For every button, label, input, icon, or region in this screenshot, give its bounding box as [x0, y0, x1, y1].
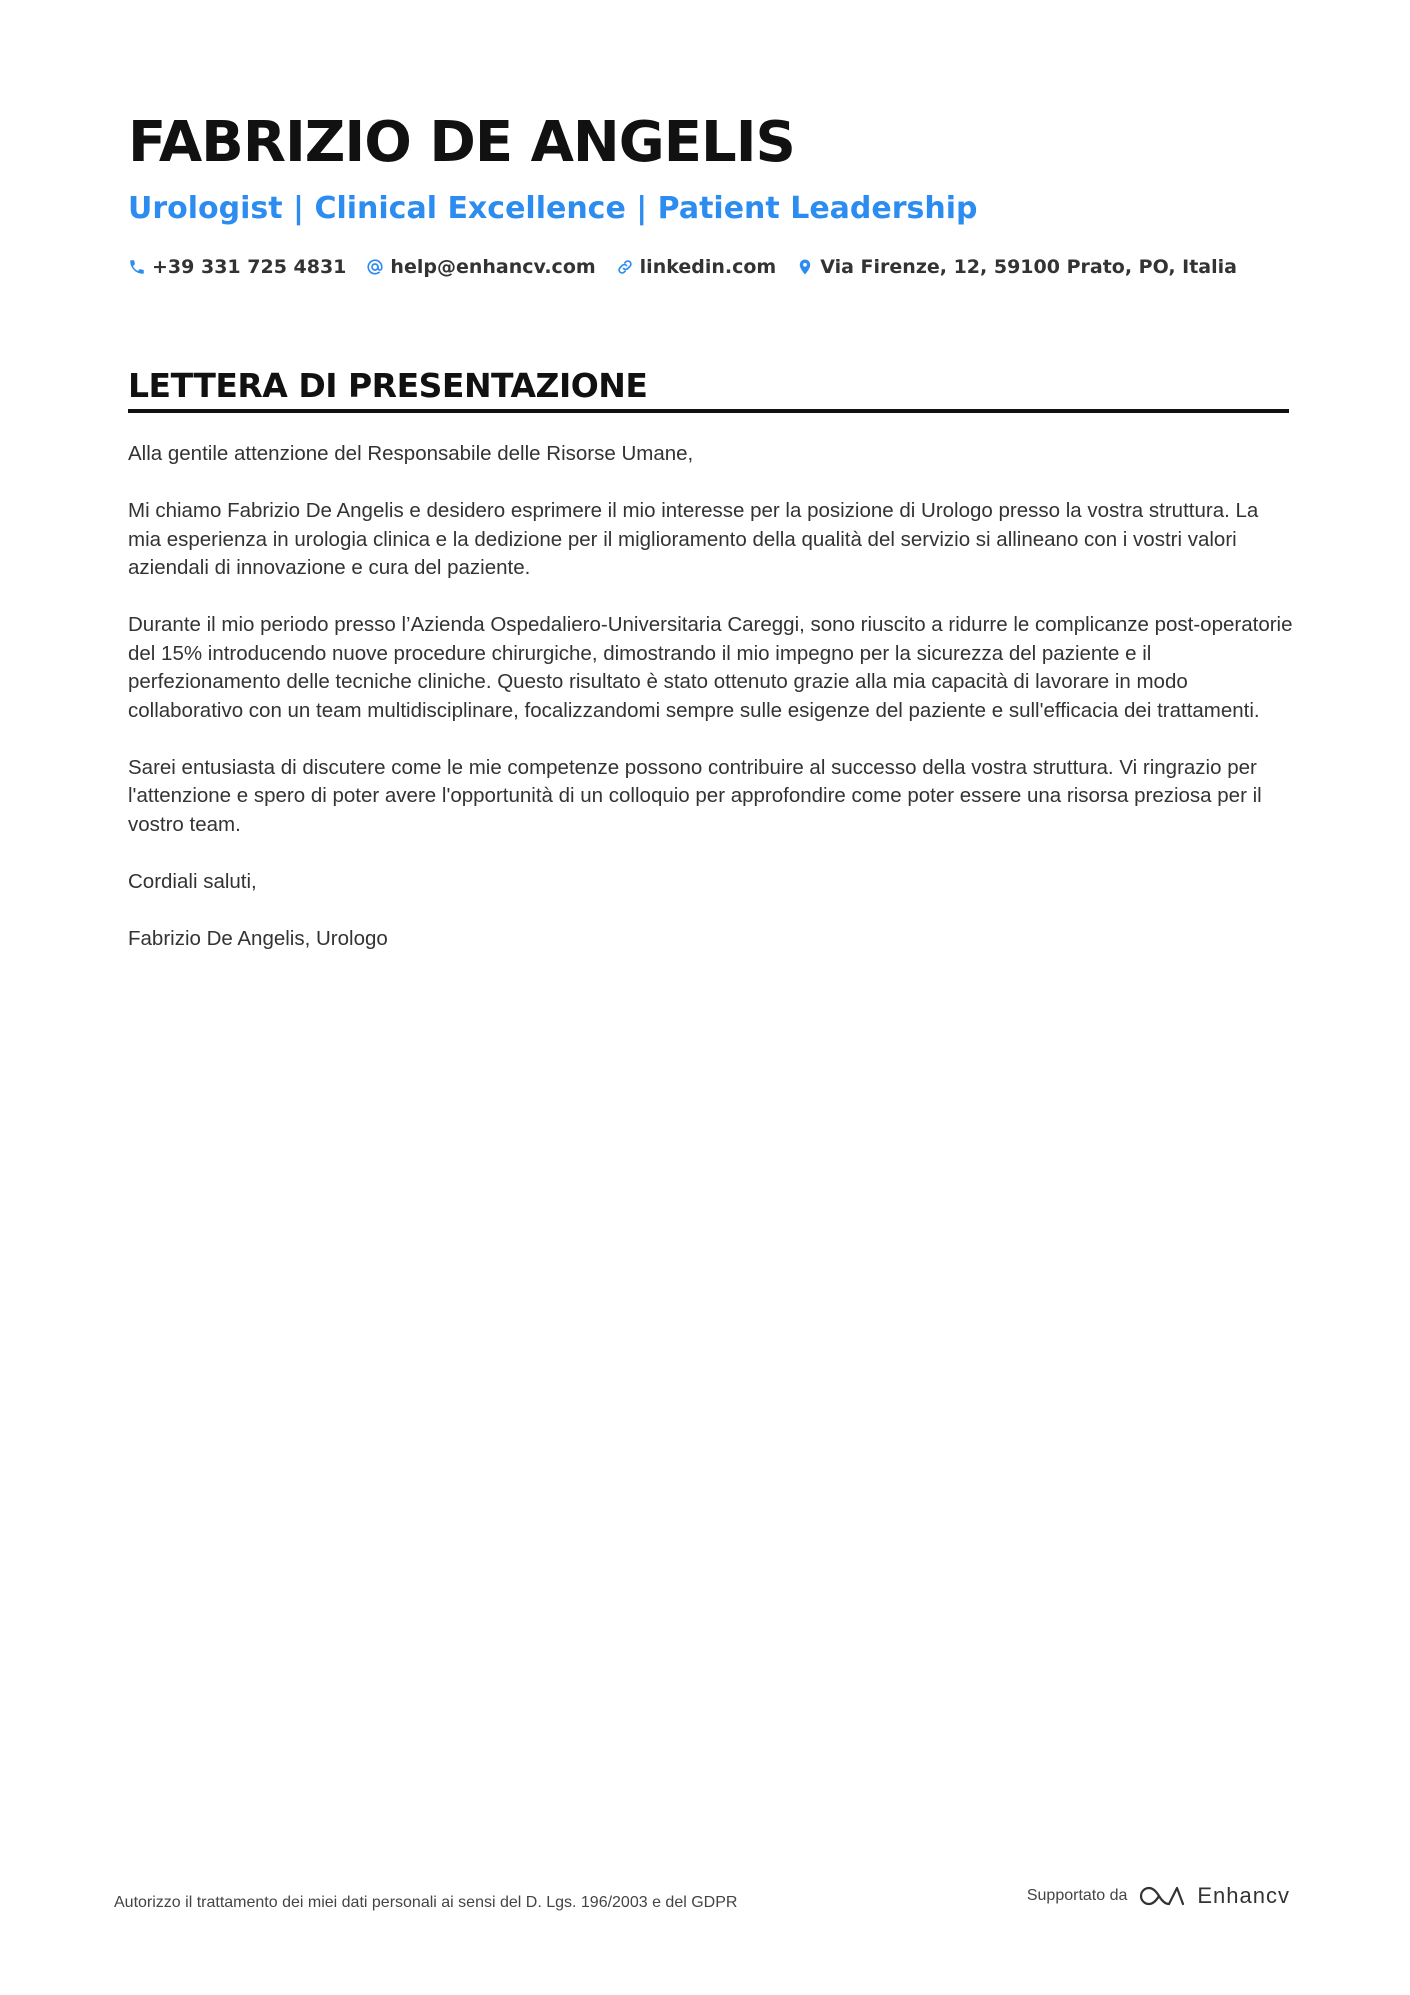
contact-linkedin[interactable] [616, 256, 777, 278]
letter-greeting: Alla gentile attenzione del Responsabile delle Risorse Umane, [128, 442, 694, 465]
phone-icon [128, 258, 146, 276]
letter-closing: Cordiali saluti, [128, 869, 257, 893]
enhancv-brand: Enhancv [1197, 1883, 1290, 1908]
powered-by[interactable] [1027, 1882, 1290, 1910]
link-icon [616, 258, 634, 276]
section-title: LETTERA DI PRESENTAZIONE [128, 366, 648, 405]
contact-email[interactable] [366, 256, 595, 278]
letter-body [128, 440, 1293, 982]
contact-phone[interactable] [128, 256, 346, 278]
at-icon [366, 258, 384, 276]
section-divider [128, 409, 1289, 413]
location-pin-icon [796, 258, 814, 276]
privacy-consent-note: Autorizzo il trattamento dei miei dati personali ai sensi del D. Lgs. 196/2003 e del GDPR [114, 1894, 738, 1911]
letter-signature: Fabrizio De Angelis, Urologo [128, 926, 388, 950]
letter-paragraph: Sarei entusiasta di discutere come le mie competenze possono contribuire al successo della vostra struttura. Vi ringrazio per l'attenzione e spero di poter avere l'opportunità di un colloquio per approfondire come poter essere una risorsa preziosa per il vostro team. [128, 755, 1262, 836]
contact-address [796, 256, 1237, 278]
enhancv-logo-icon [1139, 1882, 1187, 1910]
candidate-name: FABRIZIO DE ANGELIS [128, 110, 795, 175]
powered-by-label: Supportato da [1026, 1887, 1128, 1904]
address-text: Via Firenze, 12, 59100 Prato, PO, Italia [820, 256, 1237, 278]
email-text: help@enhancv.com [390, 256, 596, 278]
candidate-headline: Urologist | Clinical Excellence | Patient Leadership [128, 191, 978, 226]
linkedin-text: linkedin.com [639, 256, 777, 278]
letter-paragraph: Mi chiamo Fabrizio De Angelis e desidero esprimere il mio interesse per la posizione di Urologo presso la vostra struttura. La mia esperienza in urologia clinica e la dedizione per il miglioramento della qualità del servizio si allineano con i vostri valori aziendali di innovazione e cura del paziente. [128, 499, 1259, 579]
contact-bar [128, 256, 1257, 278]
phone-text: +39 331 725 4831 [152, 256, 347, 278]
letter-paragraph: Durante il mio periodo presso l’Azienda Ospedaliero-Universitaria Careggi, sono riuscito a ridurre le complicanze post-operatorie del 15% introducendo nuove procedure chirurgiche, dimostrando il mio impegno per la sicurezza del paziente e il perfezionamento delle tecniche cliniche. Questo risultato è stato ottenuto grazie alla mia capacità di lavorare in modo collaborativo con un team multidisciplinare, focalizzandomi sempre sulle esigenze del paziente e sull'efficacia dei trattamenti. [128, 613, 1293, 722]
